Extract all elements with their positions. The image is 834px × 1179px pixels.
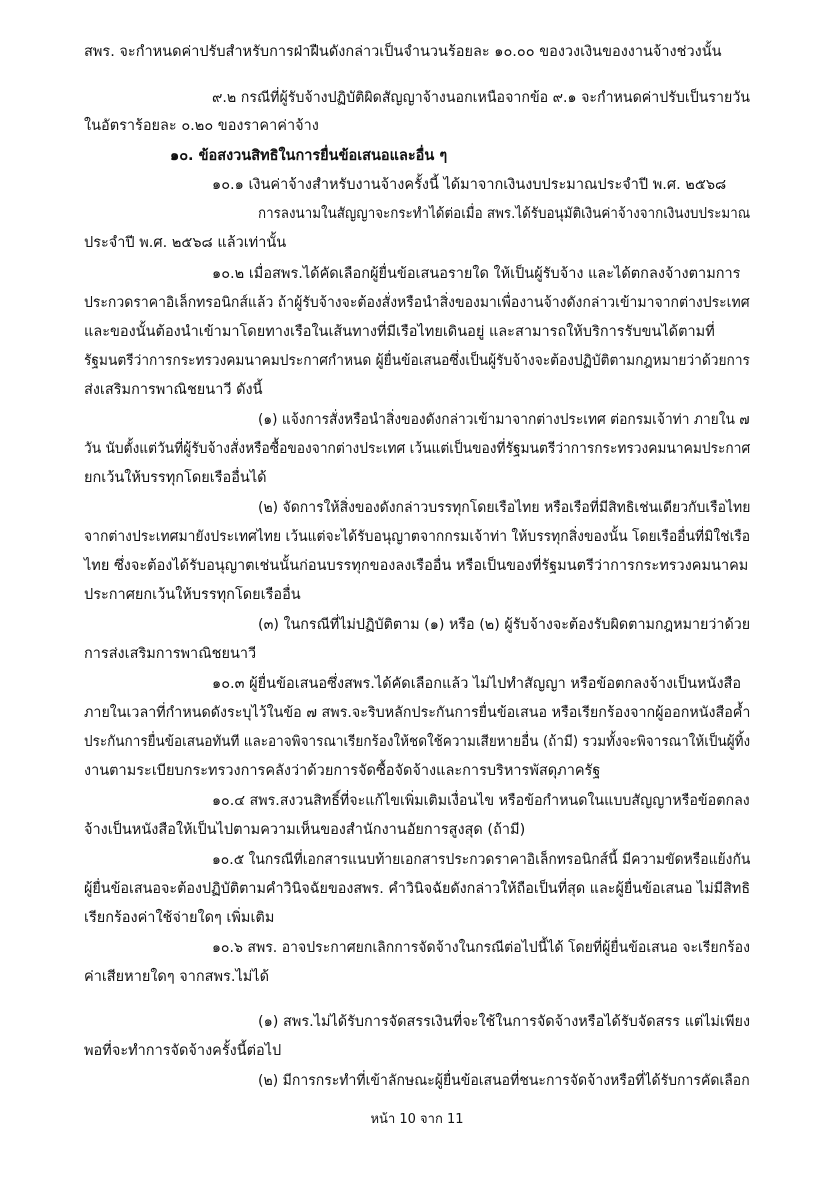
paragraph-line: ประกวดราคาอิเล็กทรอนิกส์แล้ว ถ้าผู้รับจ้างจะต้องสั่งหรือนำสิ่งของมาเพื่องานจ้างดังกล่าวเข้ามาจากต่างประเทศ [84, 295, 750, 311]
page-number-footer: หน้า 10 จาก 11 [370, 1112, 464, 1127]
paragraph-line: ประกันการยื่นข้อเสนอทันที และอาจพิจารณาเรียกร้องให้ชดใช้ความเสียหายอื่น (ถ้ามี) รวมทั้งจะพิจารณาให้เป็นผู้ทิ้ง [84, 734, 751, 750]
paragraph-line: (๒) จัดการให้สิ่งของดังกล่าวบรรทุกโดยเรือไทย หรือเรือที่มีสิทธิเช่นเดียวกับเรือไทย [258, 500, 751, 516]
paragraph-line: (๒) มีการกระทำที่เข้าลักษณะผู้ยื่นข้อเสนอที่ชนะการจัดจ้างหรือที่ได้รับการคัดเลือก [258, 1073, 750, 1089]
paragraph-line: จ้างเป็นหนังสือให้เป็นไปตามความเห็นของสำนักงานอัยการสูงสุด (ถ้ามี) [84, 822, 526, 838]
paragraph-line: ๑๐.๕ ในกรณีที่เอกสารแนบท้ายเอกสารประกวดราคาอิเล็กทรอนิกส์นี้ มีความขัดหรือแย้งกัน [212, 852, 751, 868]
paragraph-line: (๓) ในกรณีที่ไม่ปฏิบัติตาม (๑) หรือ (๒) ผู้รับจ้างจะต้องรับผิดตามกฎหมายว่าด้วย [258, 617, 751, 633]
paragraph-line: จากต่างประเทศมายังประเทศไทย เว้นแต่จะได้รับอนุญาตจากกรมเจ้าท่า ให้บรรทุกสิ่งของนั้น โดยเรืออื่นที่มิใช่เรือ [84, 529, 751, 545]
paragraph-line: ค่าเสียหายใดๆ จากสพร.ไม่ได้ [84, 969, 270, 985]
paragraph-line: ๑๐.๓ ผู้ยื่นข้อเสนอซึ่งสพร.ได้คัดเลือกแล้ว ไม่ไปทำสัญญา หรือข้อตกลงจ้างเป็นหนังสือ [212, 676, 742, 692]
paragraph-line: ไทย ซึ่งจะต้องได้รับอนุญาตเช่นนั้นก่อนบรรทุกของลงเรืออื่น หรือเป็นของที่รัฐมนตรีว่าการกระทรวงคมนาคม [84, 558, 749, 574]
paragraph-line: (๑) สพร.ไม่ได้รับการจัดสรรเงินที่จะใช้ในการจัดจ้างหรือได้รับจัดสรร แต่ไม่เพียง [258, 1014, 751, 1030]
paragraph-line: วัน นับตั้งแต่วันที่ผู้รับจ้างสั่งหรือซื้อของจากต่างประเทศ เว้นแต่เป็นของที่รัฐมนตรีว่าการกระทรวงคมนาคมประกาศ [84, 441, 751, 457]
paragraph-line: ยกเว้นให้บรรทุกโดยเรืออื่นได้ [84, 470, 267, 486]
paragraph-line: ๑๐.๑ เงินค่าจ้างสำหรับงานจ้างครั้งนี้ ได้มาจากเงินงบประมาณประจำปี พ.ศ. ๒๕๖๘ [212, 177, 727, 193]
paragraph-line: เรียกร้องค่าใช้จ่ายใดๆ เพิ่มเติม [84, 910, 275, 926]
paragraph-line: และของนั้นต้องนำเข้ามาโดยทางเรือในเส้นทางที่มีเรือไทยเดินอยู่ และสามารถให้บริการรับขนได้ตามที่ [84, 324, 715, 340]
paragraph-line: ส่งเสริมการพาณิชยนาวี ดังนี้ [84, 382, 263, 398]
paragraph-line: งานตามระเบียบกระทรวงการคลังว่าด้วยการจัดซื้อจัดจ้างและการบริหารพัสดุภาครัฐ [84, 763, 601, 779]
paragraph-line: ๙.๒ กรณีที่ผู้รับจ้างปฏิบัติผิดสัญญาจ้างนอกเหนือจากข้อ ๙.๑ จะกำหนดค่าปรับเป็นรายวัน [212, 90, 750, 106]
section-heading: ๑๐. ข้อสงวนสิทธิในการยื่นข้อเสนอและอื่น ๆ [170, 148, 448, 164]
paragraph-line: การลงนามในสัญญาจะกระทำได้ต่อเมื่อ สพร.ได้รับอนุมัติเงินค่าจ้างจากเงินงบประมาณ [258, 206, 751, 222]
paragraph-line: ในอัตราร้อยละ ๐.๒๐ ของราคาค่าจ้าง [84, 118, 319, 134]
paragraph-line: รัฐมนตรีว่าการกระทรวงคมนาคมประกาศกำหนด ผู้ยื่นข้อเสนอซึ่งเป็นผู้รับจ้างจะต้องปฏิบัติตามกฎหมายว่าด้วยการ [84, 353, 750, 369]
paragraph-line: ประกาศยกเว้นให้บรรทุกโดยเรืออื่น [84, 587, 301, 603]
paragraph-line: สพร. จะกำหนดค่าปรับสำหรับการฝ่าฝืนดังกล่าวเป็นจำนวนร้อยละ ๑๐.๐๐ ของวงเงินของงานจ้างช่วงนั้น [84, 44, 722, 60]
paragraph-line: ผู้ยื่นข้อเสนอจะต้องปฏิบัติตามคำวินิจฉัยของสพร. คำวินิจฉัยดังกล่าวให้ถือเป็นที่สุด และผู้ยื่นข้อเสนอ ไม่มีสิทธิ [84, 881, 751, 897]
paragraph-line: (๑) แจ้งการสั่งหรือนำสิ่งของดังกล่าวเข้ามาจากต่างประเทศ ต่อกรมเจ้าท่า ภายใน ๗ [258, 412, 750, 428]
paragraph-line: ๑๐.๔ สพร.สงวนสิทธิ์ที่จะแก้ไขเพิ่มเติมเงื่อนไข หรือข้อกำหนดในแบบสัญญาหรือข้อตกลง [212, 793, 750, 809]
paragraph-line: ๑๐.๒ เมื่อสพร.ได้คัดเลือกผู้ยื่นข้อเสนอรายใด ให้เป็นผู้รับจ้าง และได้ตกลงจ้างตามการ [212, 266, 741, 282]
paragraph-line: ๑๐.๖ สพร. อาจประกาศยกเลิกการจัดจ้างในกรณีต่อไปนี้ได้ โดยที่ผู้ยื่นข้อเสนอ จะเรียกร้อง [212, 940, 750, 956]
paragraph-line: พอที่จะทำการจัดจ้างครั้งนี้ต่อไป [84, 1043, 282, 1059]
paragraph-line: การส่งเสริมการพาณิชยนาวี [84, 646, 257, 662]
paragraph-line: ภายในเวลาที่กำหนดดังระบุไว้ในข้อ ๗ สพร.จะริบหลักประกันการยื่นข้อเสนอ หรือเรียกร้องจากผู้ออกหนังสือค้ำ [84, 705, 751, 721]
paragraph-line: ประจำปี พ.ศ. ๒๕๖๘ แล้วเท่านั้น [84, 235, 287, 251]
